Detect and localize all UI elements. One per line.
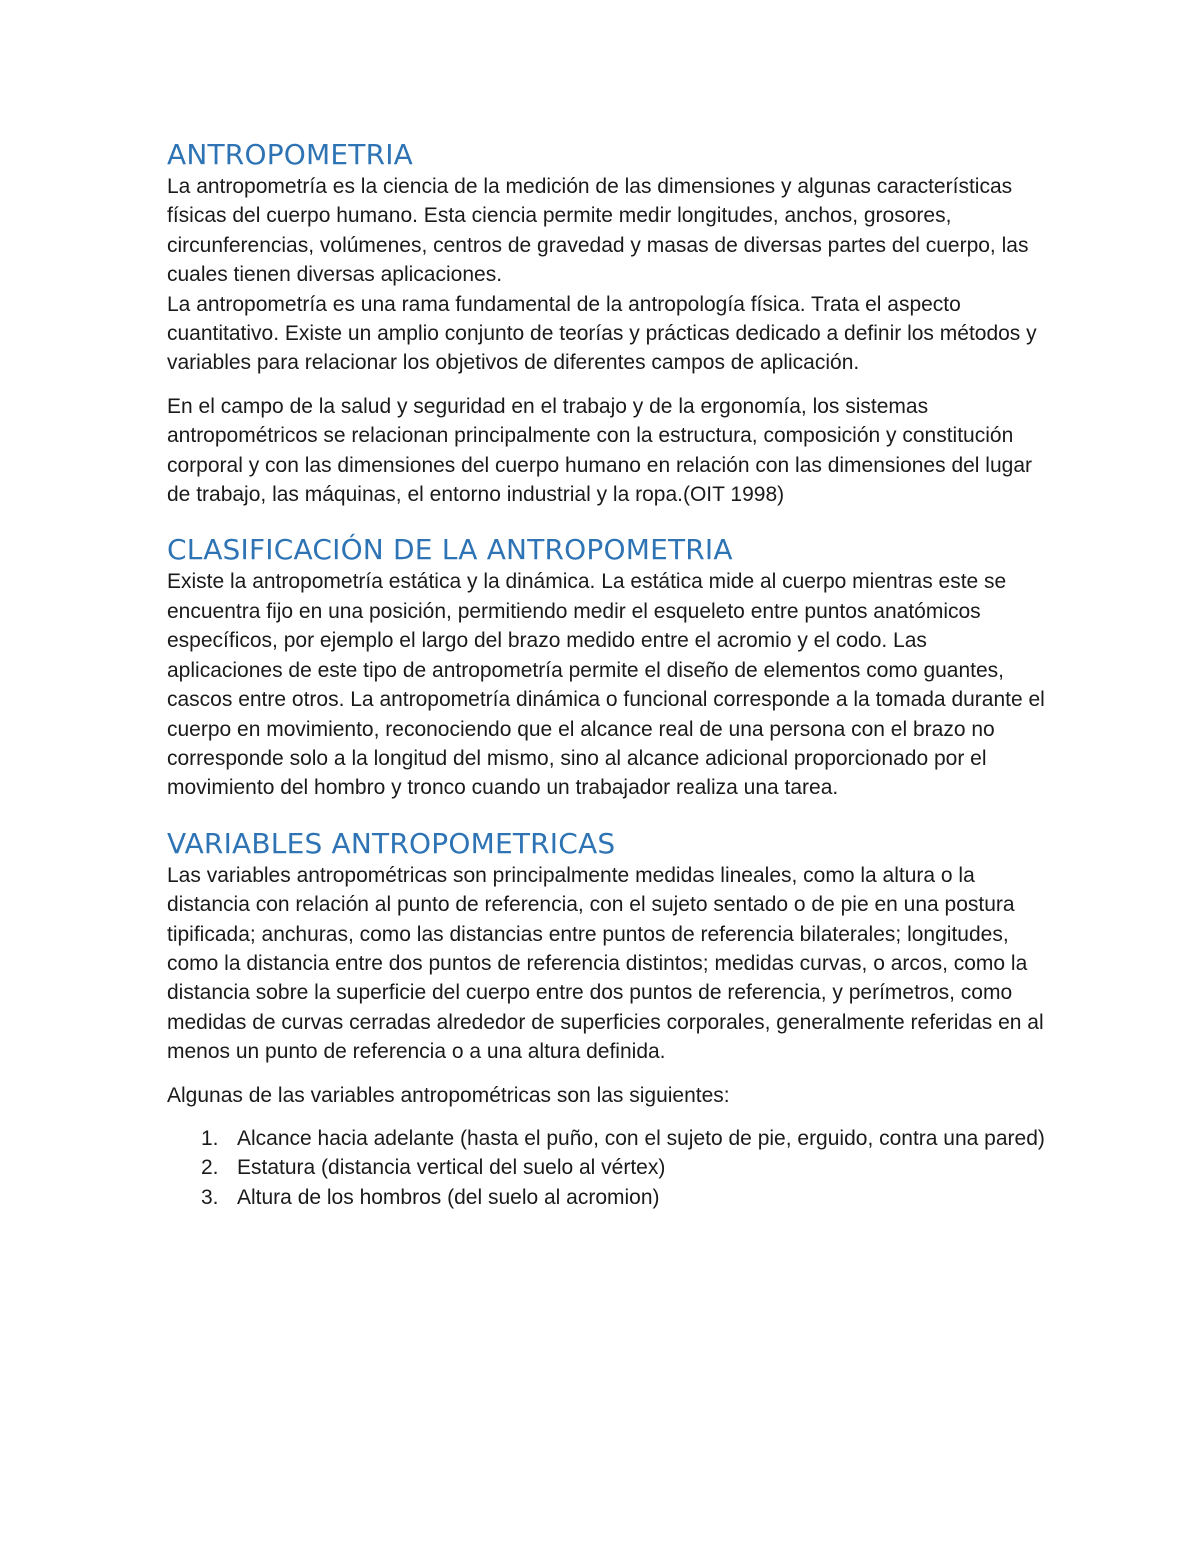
paragraph-definicion: La antropometría es la ciencia de la medición de las dimensiones y algunas características físicas del cuerpo humano. Esta ciencia permite medir longitudes, anchos, grosores, circunferencias, volúmenes, centros de gravedad y masas de diversas partes del cuerpo, las cuales tienen diversas aplicaciones. — [167, 175, 1029, 287]
list-item-text: Altura de los hombros (del suelo al acromion) — [237, 1185, 660, 1209]
list-item-number: 3. — [201, 1185, 219, 1209]
list-item — [167, 1124, 1047, 1153]
variables-list — [167, 1124, 1047, 1212]
heading-clasificacion: CLASIFICACIÓN DE LA ANTROPOMETRIA — [167, 533, 733, 567]
paragraph-salud-seguridad: En el campo de la salud y seguridad en el trabajo y de la ergonomía, los sistemas antropométricos se relacionan principalmente con la estructura, composición y constitución corporal y con las dimensiones del cuerpo humano en relación con las dimensiones del lugar de trabajo, las máquinas, el entorno industrial y la ropa.(OIT 1998) — [167, 394, 1032, 507]
paragraph-variables-intro: Algunas de las variables antropométricas son las siguientes: — [167, 1083, 730, 1107]
list-item-text: Alcance hacia adelante (hasta el puño, con el sujeto de pie, erguido, contra una pared) — [237, 1126, 1045, 1150]
paragraph-estatica-dinamica: Existe la antropometría estática y la dinámica. La estática mide al cuerpo mientras este se encuentra fijo en una posición, permitiendo medir el esqueleto entre puntos anatómicos específicos, por ejemplo el largo del brazo medido entre el acromio y el codo. Las aplicaciones de este tipo de antropometría permite el diseño de elementos como guantes, cascos entre otros. La antropometría dinámica o funcional corresponde a la tomada durante el cuerpo en movimiento, reconociendo que el alcance real de una persona con el brazo no corresponde solo a la longitud del mismo, sino al alcance adicional proporcionado por el movimiento del hombro y tronco cuando un trabajador realiza una tarea. — [167, 570, 1045, 800]
list-item — [167, 1183, 1047, 1212]
paragraph-rama-fundamental: La antropometría es una rama fundamental de la antropología física. Trata el aspecto cuantitativo. Existe un amplio conjunto de teorías y prácticas dedicado a definir los métodos y variables para relacionar los objetivos de diferentes campos de aplicación. — [167, 292, 1037, 375]
paragraph-variables-descripcion: Las variables antropométricas son principalmente medidas lineales, como la altura o la distancia con relación al punto de referencia, con el sujeto sentado o de pie en una postura tipificada; anchuras, como las distancias entre puntos de referencia bilaterales; longitudes, como la distancia entre dos puntos de referencia distintos; medidas curvas, o arcos, como la distancia sobre la superficie del cuerpo entre dos puntos de referencia, y perímetros, como medidas de curvas cerradas alrededor de superficies corporales, generalmente referidas en al menos un punto de referencia o a una altura definida. — [167, 863, 1044, 1064]
heading-antropometria: ANTROPOMETRIA — [167, 138, 414, 171]
list-item — [167, 1153, 1047, 1182]
heading-variables: VARIABLES ANTROPOMETRICAS — [167, 826, 616, 860]
list-item-number: 1. — [201, 1126, 219, 1150]
list-item-number: 2. — [201, 1156, 219, 1180]
list-item-text: Estatura (distancia vertical del suelo al vértex) — [237, 1156, 666, 1180]
document-page — [167, 138, 1047, 1212]
